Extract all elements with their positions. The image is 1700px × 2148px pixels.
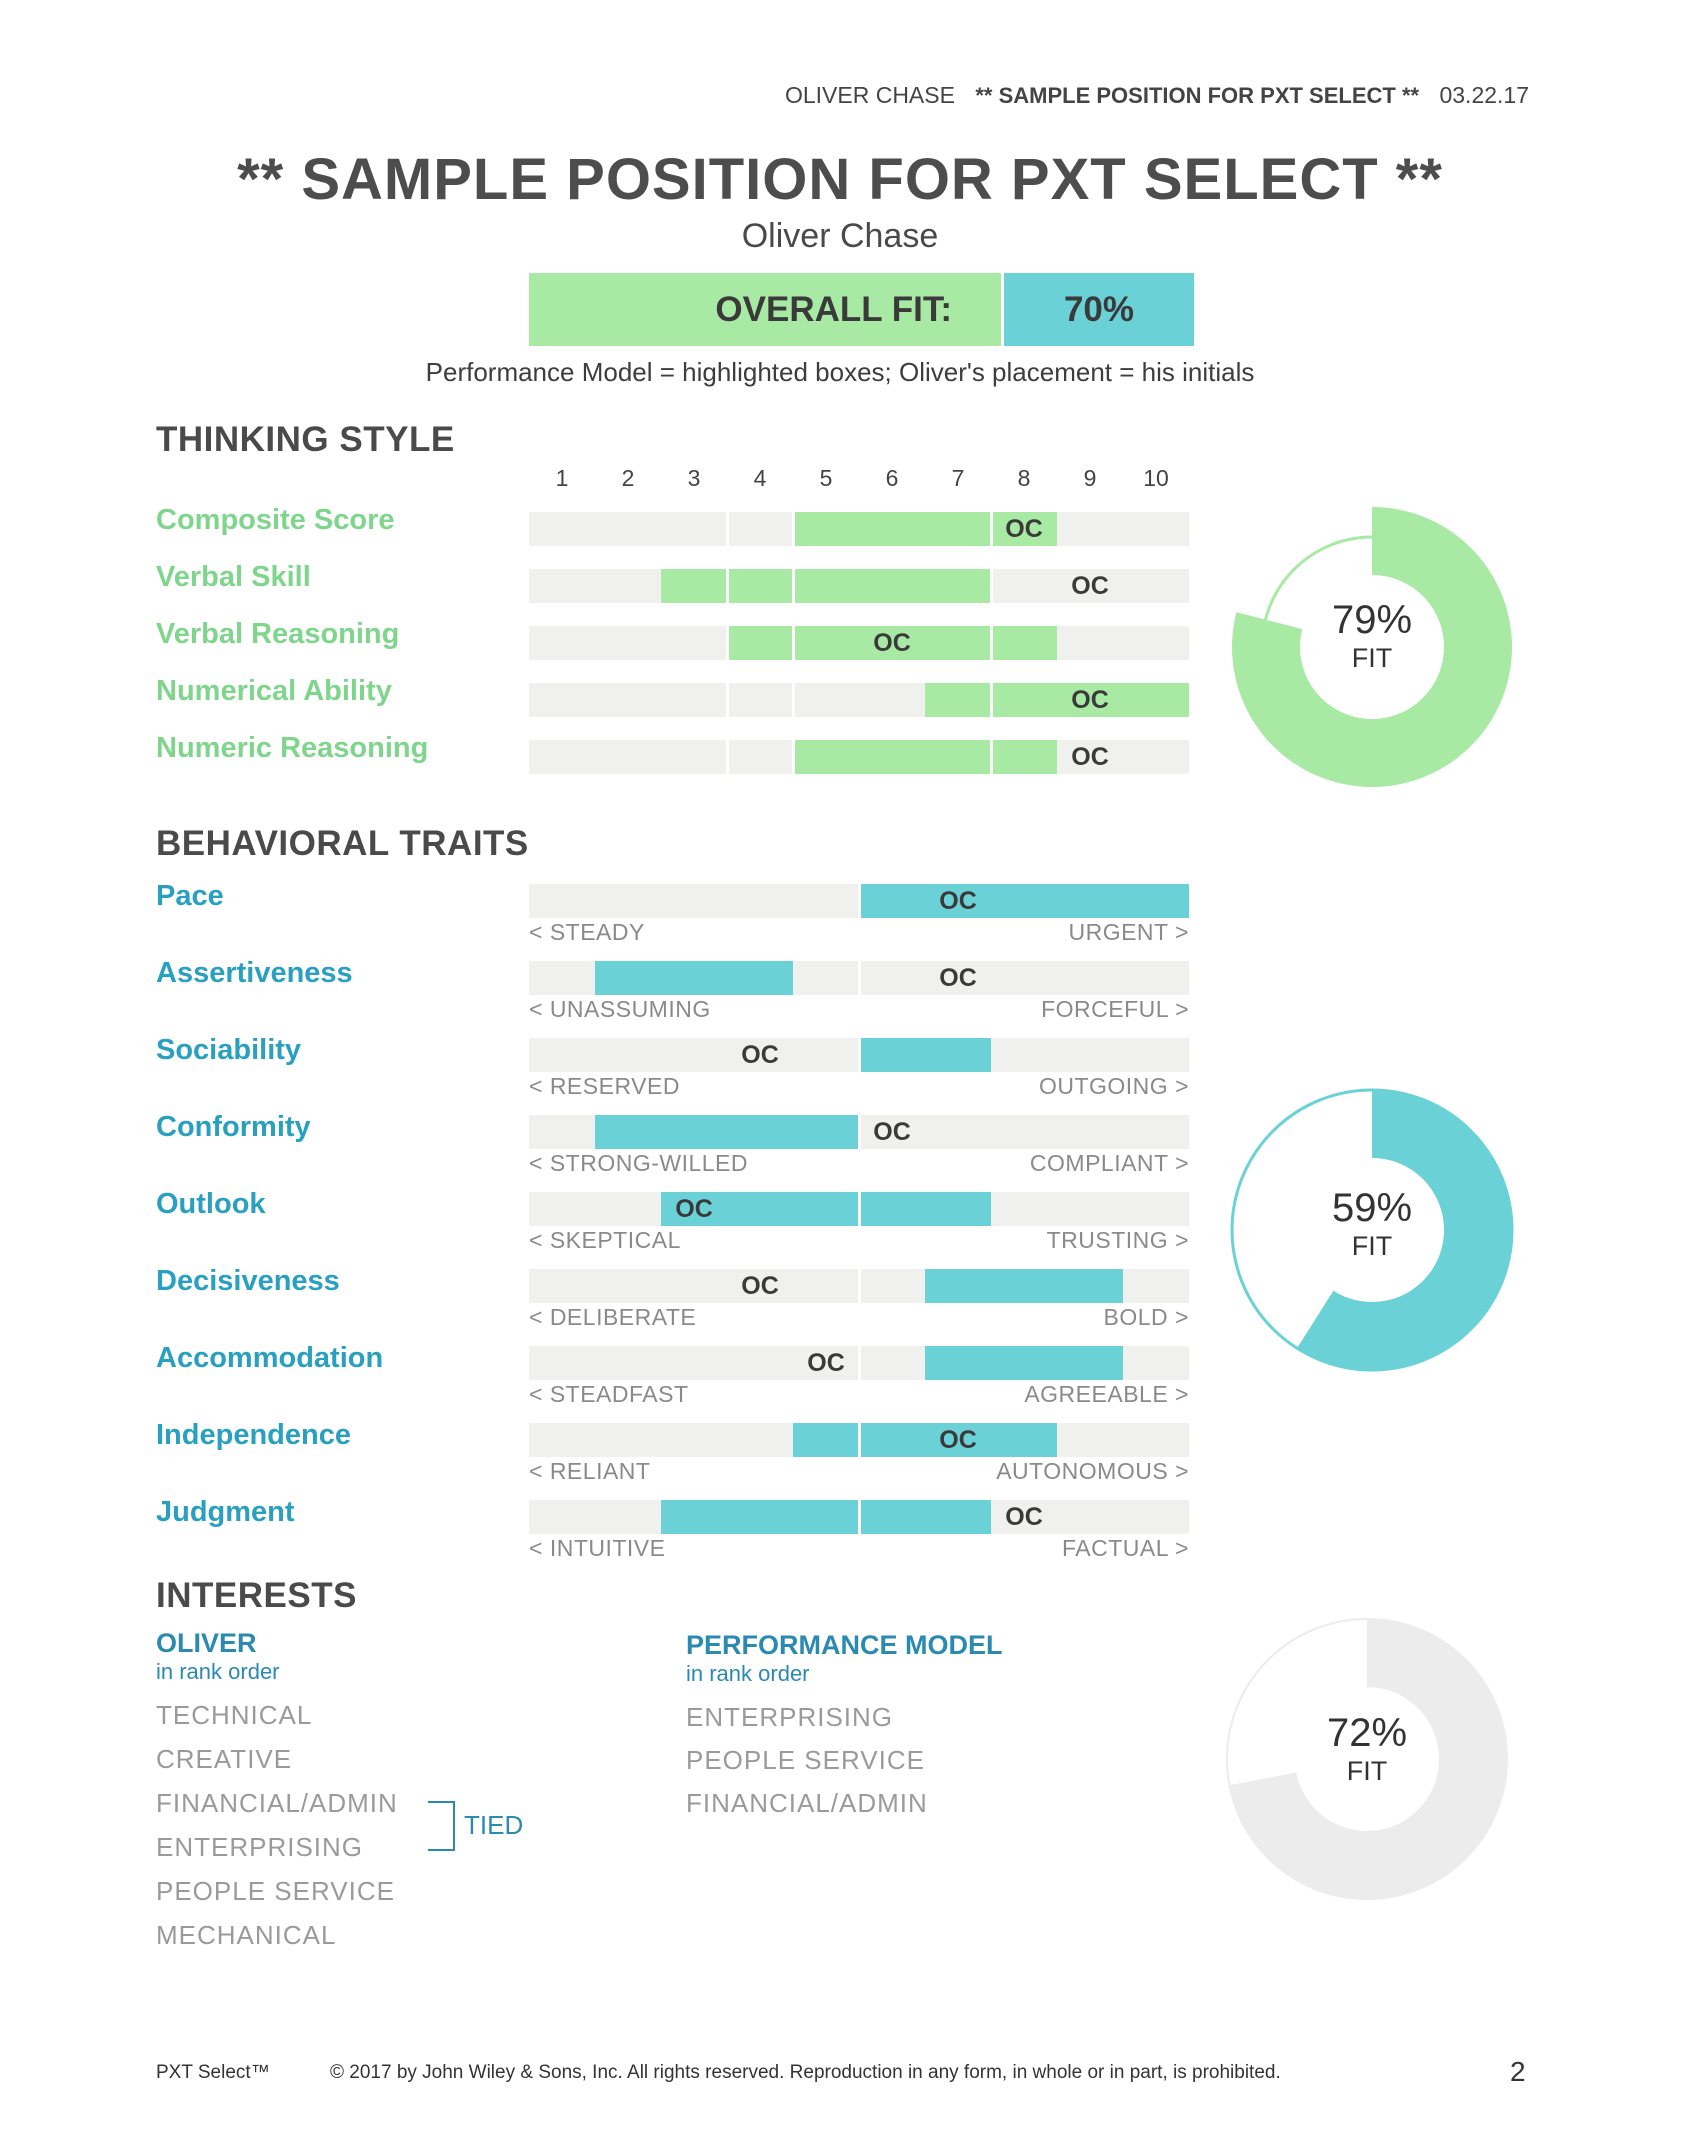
- thinking-row-label: Numeric Reasoning: [156, 732, 429, 764]
- header-date: 03.22.17: [1439, 82, 1529, 108]
- model-interests: [686, 1630, 1003, 1687]
- performance-model-range: [925, 1269, 1123, 1303]
- bar-divider: [858, 1038, 861, 1072]
- thinking-fit-percent: 79%: [1331, 598, 1413, 642]
- trait-right-pole: AGREEABLE >: [1024, 1381, 1189, 1407]
- performance-model-range: [793, 1423, 1057, 1457]
- thinking-fit-label: FIT: [1351, 643, 1393, 673]
- model-interest-item: FINANCIAL/ADMIN: [686, 1788, 928, 1818]
- performance-model-range: [595, 961, 793, 995]
- candidate-placement: OC: [873, 629, 911, 657]
- candidate-placement: OC: [741, 1272, 779, 1300]
- bar-divider: [858, 1346, 861, 1380]
- model-interest-item: PEOPLE SERVICE: [686, 1745, 925, 1775]
- candidate-placement: OC: [741, 1041, 779, 1069]
- oliver-interest-item: MECHANICAL: [156, 1920, 337, 1950]
- page-number: 2: [1510, 2056, 1526, 2087]
- bar-divider: [858, 1423, 861, 1457]
- score-bar: [529, 884, 1189, 918]
- trait-left-pole: < RELIANT: [529, 1458, 651, 1484]
- scale-number: 9: [1083, 465, 1097, 491]
- trait-left-pole: < INTUITIVE: [529, 1535, 666, 1561]
- scale-number: 10: [1143, 465, 1169, 491]
- behavioral-traits-heading: BEHAVIORAL TRAITS: [156, 824, 529, 863]
- bar-divider: [990, 626, 993, 660]
- model-interests-subheading: in rank order: [686, 1661, 810, 1686]
- score-bar: [529, 1192, 1189, 1226]
- trait-row-label: Judgment: [156, 1496, 295, 1528]
- legend-note: Performance Model = highlighted boxes; Oliver's placement = his initials: [425, 357, 1255, 387]
- oliver-interest-item: TECHNICAL: [156, 1700, 313, 1730]
- model-interests-heading: PERFORMANCE MODEL: [686, 1630, 1003, 1660]
- performance-model-range: [925, 683, 1189, 717]
- tied-bracket-icon: [426, 1800, 456, 1852]
- overall-fit-value: 70%: [1004, 273, 1194, 346]
- bar-divider: [858, 1192, 861, 1226]
- score-bar: [529, 626, 1189, 660]
- thinking-style-heading: THINKING STYLE: [156, 420, 455, 459]
- scale-number: 3: [687, 465, 701, 491]
- trait-right-pole: COMPLIANT >: [1029, 1150, 1189, 1176]
- thinking-row-label: Numerical Ability: [156, 675, 392, 707]
- score-bar: [529, 569, 1189, 603]
- trait-left-pole: < STEADFAST: [529, 1381, 689, 1407]
- candidate-placement: OC: [939, 887, 977, 915]
- header-position: ** SAMPLE POSITION FOR PXT SELECT **: [975, 83, 1420, 108]
- score-bar: [529, 961, 1189, 995]
- oliver-interests: [156, 1628, 280, 1685]
- trait-row-label: Conformity: [156, 1111, 311, 1143]
- trait-left-pole: < RESERVED: [529, 1073, 680, 1099]
- scale-number: 5: [819, 465, 833, 491]
- performance-model-range: [595, 1115, 859, 1149]
- oliver-interest-item: ENTERPRISING: [156, 1832, 364, 1862]
- scale-number: 7: [951, 465, 965, 491]
- trait-row-label: Independence: [156, 1419, 351, 1451]
- thinking-row-label: Composite Score: [156, 504, 395, 536]
- interests-fit-label: FIT: [1346, 1756, 1388, 1786]
- bar-divider: [792, 626, 795, 660]
- bar-divider: [990, 740, 993, 774]
- footer-copyright: © 2017 by John Wiley & Sons, Inc. All rights reserved. Reproduction in any form, in whole or in part, is prohibited.: [330, 2062, 1281, 2083]
- thinking-row-label: Verbal Skill: [156, 561, 311, 593]
- performance-model-range: [859, 1038, 991, 1072]
- oliver-interest-item: PEOPLE SERVICE: [156, 1876, 395, 1906]
- trait-left-pole: < SKEPTICAL: [529, 1227, 681, 1253]
- oliver-interest-item: CREATIVE: [156, 1744, 293, 1774]
- trait-row-label: Assertiveness: [156, 957, 353, 989]
- trait-left-pole: < STEADY: [529, 919, 645, 945]
- behavioral-fit-text: [1227, 1186, 1517, 1262]
- scale-number: 1: [555, 465, 569, 491]
- candidate-placement: OC: [939, 964, 977, 992]
- scale-number: 2: [621, 465, 635, 491]
- model-interest-item: ENTERPRISING: [686, 1702, 894, 1732]
- scale-number: 4: [753, 465, 767, 491]
- performance-model-range: [859, 884, 1189, 918]
- trait-row-label: Outlook: [156, 1188, 266, 1220]
- bar-divider: [990, 683, 993, 717]
- score-bar: [529, 1500, 1189, 1534]
- interests-fit-percent: 72%: [1326, 1711, 1408, 1755]
- oliver-interests-subheading: in rank order: [156, 1659, 280, 1684]
- bar-divider: [726, 626, 729, 660]
- page-header: [771, 82, 1529, 109]
- tied-label: TIED: [464, 1810, 524, 1840]
- behavioral-fit-label: FIT: [1351, 1231, 1393, 1261]
- behavioral-fit-percent: 59%: [1331, 1186, 1413, 1230]
- header-name: OLIVER CHASE: [784, 82, 955, 108]
- overall-fit-label: OVERALL FIT:: [529, 273, 1001, 346]
- score-bar: [529, 1269, 1189, 1303]
- bar-divider: [858, 1269, 861, 1303]
- score-bar: [529, 740, 1189, 774]
- candidate-placement: OC: [1071, 572, 1109, 600]
- oliver-interests-heading: OLIVER: [156, 1628, 257, 1658]
- candidate-placement: OC: [1071, 743, 1109, 771]
- bar-divider: [792, 683, 795, 717]
- candidate-placement: OC: [807, 1349, 845, 1377]
- candidate-placement: OC: [1071, 686, 1109, 714]
- interests-heading: INTERESTS: [156, 1576, 357, 1615]
- bar-divider: [726, 512, 729, 546]
- bar-divider: [726, 683, 729, 717]
- scale-number: 6: [885, 465, 899, 491]
- trait-right-pole: TRUSTING >: [1046, 1227, 1189, 1253]
- score-bar: [529, 1115, 1189, 1149]
- overall-fit-banner: [529, 273, 1194, 346]
- bar-divider: [726, 569, 729, 603]
- bar-divider: [726, 740, 729, 774]
- trait-row-label: Pace: [156, 880, 224, 912]
- trait-row-label: Sociability: [156, 1034, 302, 1066]
- candidate-placement: OC: [939, 1426, 977, 1454]
- oliver-interest-item: FINANCIAL/ADMIN: [156, 1788, 398, 1818]
- score-bar: [529, 512, 1189, 546]
- bar-divider: [792, 740, 795, 774]
- bar-divider: [858, 1500, 861, 1534]
- trait-right-pole: URGENT >: [1068, 919, 1189, 945]
- bar-divider: [858, 961, 861, 995]
- score-bar: [529, 683, 1189, 717]
- bar-divider: [792, 569, 795, 603]
- trait-right-pole: AUTONOMOUS >: [996, 1458, 1189, 1484]
- candidate-placement: OC: [1005, 1503, 1043, 1531]
- thinking-row-label: Verbal Reasoning: [156, 618, 400, 650]
- trait-right-pole: FORCEFUL >: [1041, 996, 1189, 1022]
- score-bar: [529, 1423, 1189, 1457]
- candidate-placement: OC: [1005, 515, 1043, 543]
- candidate-placement: OC: [675, 1195, 713, 1223]
- trait-right-pole: BOLD >: [1103, 1304, 1189, 1330]
- performance-model-range: [925, 1346, 1123, 1380]
- trait-right-pole: FACTUAL >: [1062, 1535, 1189, 1561]
- page-title: ** SAMPLE POSITION FOR PXT SELECT **: [237, 147, 1443, 212]
- score-bar: [529, 1346, 1189, 1380]
- footer-brand: PXT Select™: [156, 2062, 270, 2083]
- trait-left-pole: < STRONG-WILLED: [529, 1150, 749, 1176]
- performance-model-range: [661, 1500, 991, 1534]
- performance-model-range: [661, 569, 991, 603]
- trait-left-pole: < DELIBERATE: [529, 1304, 697, 1330]
- trait-row-label: Accommodation: [156, 1342, 384, 1374]
- bar-divider: [858, 884, 861, 918]
- scale-number: 8: [1017, 465, 1031, 491]
- interests-fit-text: [1222, 1711, 1512, 1787]
- bar-divider: [990, 569, 993, 603]
- trait-left-pole: < UNASSUMING: [529, 996, 711, 1022]
- candidate-placement: OC: [873, 1118, 911, 1146]
- bar-divider: [792, 512, 795, 546]
- trait-row-label: Decisiveness: [156, 1265, 340, 1297]
- trait-right-pole: OUTGOING >: [1038, 1073, 1189, 1099]
- performance-model-range: [793, 740, 1057, 774]
- thinking-fit-text: [1227, 598, 1517, 674]
- score-bar: [529, 1038, 1189, 1072]
- candidate-name: Oliver Chase: [741, 217, 939, 255]
